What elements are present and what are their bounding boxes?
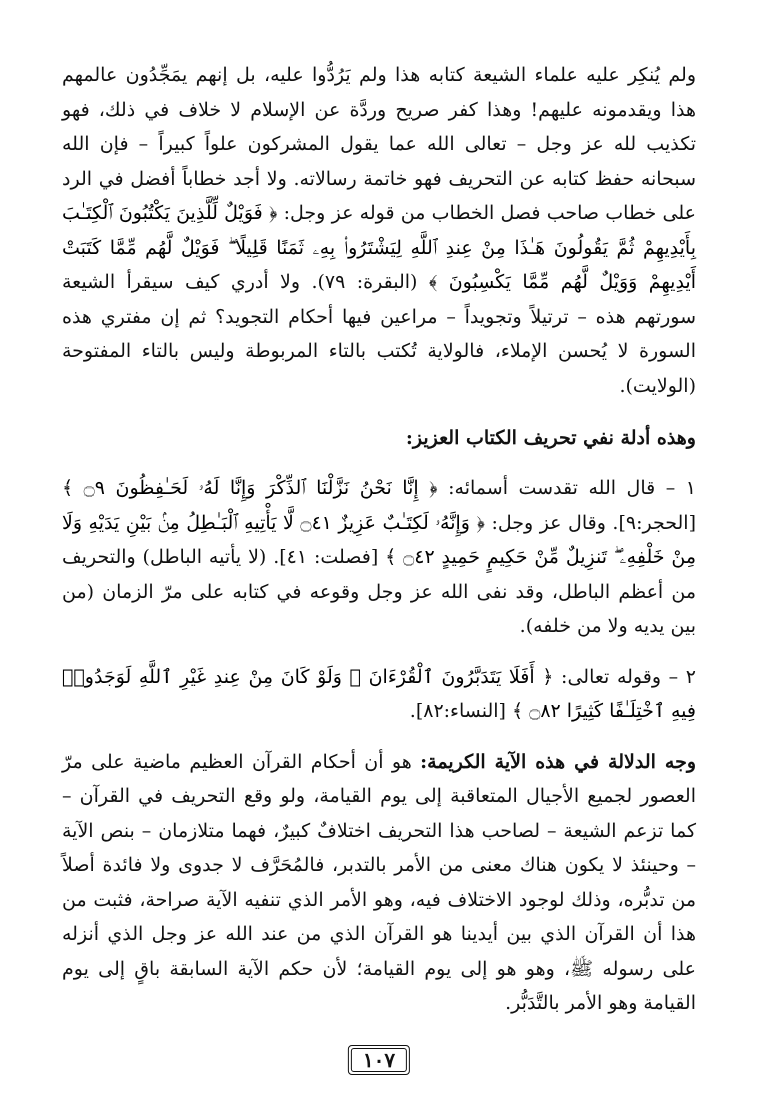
conclusion-paragraph [62, 745, 696, 1021]
quran-verse-fussilat: ﴿ وَإِنَّهُۥ لَكِتَـٰبٌ عَزِيزٌ ۝٤١ لَّا يَأْتِيهِ ٱلْبَـٰطِلُ مِنۢ بَيْنِ يَدَيْهِ وَلَا مِنْ خَلْفِهِۦ ۖ تَنزِيلٌ مِّنْ حَكِيمٍ حَمِيدٍ ۝٤٢ ﴾ [62, 511, 697, 568]
evidence-2 [62, 660, 696, 729]
evidence-1-intro: ١ – قال الله تقدست أسمائه: [448, 477, 696, 499]
quran-verse-hijr: ﴿ إِنَّا نَحْنُ نَزَّلْنَا ٱلذِّكْرَ وَإِنَّا لَهُۥ لَحَـٰفِظُونَ ۝٩ ﴾ [62, 477, 438, 499]
verse-reference-nisa: [النساء:٨٢]. [409, 700, 506, 722]
evidence-2-intro: ٢ – وقوله تعالى: [561, 665, 696, 688]
paragraph-opening [62, 58, 696, 403]
quran-verse-baqarah: ﴿ فَوَيْلٌ لِّلَّذِينَ يَكْتُبُونَ ٱلْكِتَـٰبَ بِأَيْدِيهِمْ ثُمَّ يَقُولُونَ هَـٰذَا مِنْ عِندِ ٱللَّهِ لِيَشْتَرُوا۟ بِهِۦ ثَمَنًا قَلِيلًا ۖ فَوَيْلٌ لَّهُم مِّمَّا كَتَبَتْ أَيْدِيهِمْ وَوَيْلٌ لَّهُم مِّمَّا يَكْسِبُونَ ﴾ [62, 202, 696, 293]
opening-text: ولم يُنكِر عليه علماء الشيعة كتابه هذا ولم يَرُدُّوا عليه، بل إنهم يمَجِّدُون عالمهم هذا ويقدمونه عليهم! وهذا كفر صريح وردَّة عن الإسلام لا خلاف في ذلك، فهو تكذيب لله عز وجل – تعالى الله عما يقول المشركون علواً كبيراً – فإن الله سبحانه حفظ كتابه عن التحريف فهو خاتمة رسالاته. ولا أجد خطاباً أفضل في الرد على خطاب صاحب فصل الخطاب من قوله عز وجل: [62, 64, 696, 224]
conclusion-body: هو أن أحكام القرآن العظيم ماضية على مرّ العصور لجميع الأجيال المتعاقبة إلى يوم القيامة، ولو وقع التحريف في القرآن – كما تزعم الشيعة – لصاحب هذا التحريف اختلافٌ كبيرٌ، فهما متلازمان – بنص الآية – وحينئذ لا يكون هناك معنى من الأمر بالتدبر، فالمُحَرَّف لا جدوى ولا فائدة أصلاً من تدبُّره، وذلك لوجود الاختلاف فيه، وهو الأمر الذي تنفيه الآية صراحة، فثبت من هذا أن القرآن الذي بين أيدينا هو القرآن الذي من عند الله عز وجل الذي أنزله على رسوله ﷺ، وهو هو إلى يوم القيامة؛ لأن حكم الآية السابقة باقٍ إلى يوم القيامة وهو الأمر بالتَّدَبُّر. [62, 750, 696, 1014]
verse-reference-baqarah: (البقرة: ٧٩). [311, 271, 418, 293]
opening-tail-text: ولا أدري كيف سيقرأ الشيعة سورتهم هذه – ترتيلاً وتجويداً – مراعين فيها أحكام التجويد؟ ثم إن مفتري هذه السورة لا يُحسن الإملاء، فالولاية تُكتب بالتاء المربوطة وليس بالتاء المفتوحة (الولايت). [62, 271, 696, 397]
quran-verse-nisa: ﴿ أَفَلَا يَتَدَبَّرُونَ ٱلْقُرْءَانَ ۚ وَلَوْ كَانَ مِنْ عِندِ غَيْرِ ٱللَّهِ لَوَجَدُوا۟ فِيهِ ٱخْتِلَـٰفًا كَثِيرًا ۝٨٢ ﴾ [62, 665, 696, 722]
evidence-1 [62, 471, 696, 644]
evidence-1-mid: وقال عز وجل: [491, 511, 606, 534]
page-number: ١٠٧ [348, 1045, 410, 1075]
verse-reference-hijr: [الحجر:٩]. [612, 511, 696, 534]
conclusion-lead: وجه الدلالة في هذه الآية الكريمة: [420, 750, 697, 773]
verse-reference-fussilat: [فصلت: ٤١]. [273, 546, 379, 568]
evidence-1-tail: (لا يأتيه الباطل) والتحريف من أعظم الباطل، وقد نفى الله عز وجل وقوعه في كتابه على مرّ الزمان (من بين يديه ولا من خلفه). [62, 546, 696, 637]
section-heading: وهذه أدلة نفي تحريف الكتاب العزيز: [405, 427, 696, 449]
